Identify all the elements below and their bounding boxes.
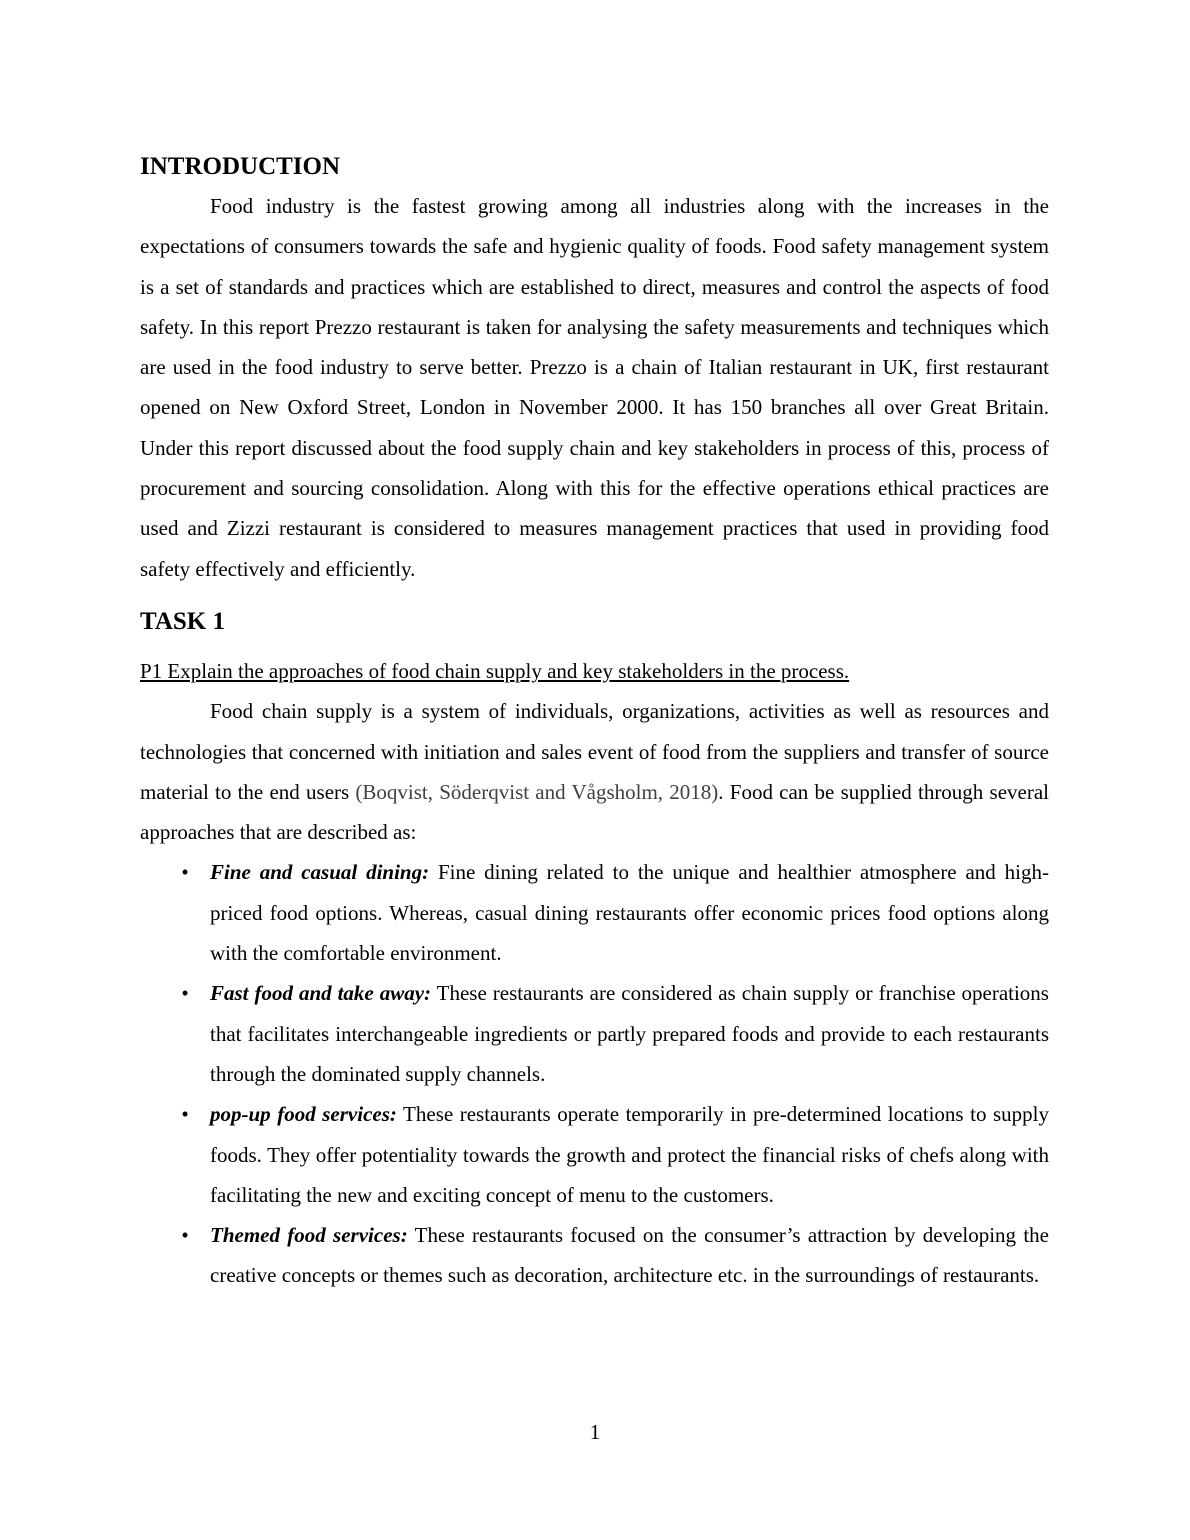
- spacer: [140, 641, 1049, 651]
- list-item-term: Fine and casual dining:: [210, 860, 430, 885]
- list-item-text: These restaurants are considered as chain supply or franchise operations that facilitates interchangeable ingredients or partly prepared foods and provide to each restaurants through the dominated supply channels.: [210, 981, 1049, 1086]
- list-item: [140, 852, 1049, 973]
- list-item: [140, 1094, 1049, 1215]
- task-1-paragraph: [140, 691, 1049, 852]
- paragraph-text: . Food can be supplied through several approaches that are described as:: [140, 779, 1050, 845]
- list-item-term: pop-up food services:: [210, 1102, 397, 1127]
- list-item: [140, 1215, 1049, 1296]
- page-number: 1: [589, 1420, 601, 1444]
- bullet-icon: •: [181, 1102, 189, 1127]
- paragraph-text: Food chain supply is a system of individuals, organizations, activities as well as resources and technologies that concerned with initiation and sales event of food from the suppliers and transfer of source material to the end users: [140, 699, 1049, 804]
- citation: (Boqvist, Söderqvist and Vågsholm, 2018): [355, 779, 719, 804]
- bullet-icon: •: [181, 1223, 189, 1248]
- approaches-list: [140, 852, 1049, 1295]
- list-item-term: Fast food and take away:: [210, 981, 432, 1006]
- page-content: [140, 148, 1049, 1296]
- bullet-icon: •: [181, 981, 189, 1006]
- bullet-icon: •: [181, 860, 189, 885]
- task-1-heading: TASK 1: [140, 607, 225, 635]
- list-item: [140, 973, 1049, 1094]
- list-item-text: Fine dining related to the unique and healthier atmosphere and high-priced food options. Whereas, casual dining restaurants offer economic prices food options along with the comfortable environment.: [210, 860, 1049, 966]
- list-item-term: Themed food services:: [210, 1223, 408, 1248]
- list-item-text: These restaurants focused on the consumer’s attraction by developing the creative concepts or themes such as decoration, architecture etc. in the surroundings of restaurants.: [210, 1223, 1050, 1288]
- spacer: [140, 589, 1049, 603]
- introduction-paragraph: Food industry is the fastest growing among all industries along with the increases in the expectations of consumers towards the safe and hygienic quality of foods. Food safety management system is a set of standards and practices which are established to direct, measures and control the aspects of food safety. In this report Prezzo restaurant is taken for analysing the safety measurements and techniques which are used in the food industry to serve better. Prezzo is a chain of Italian restaurant in UK, first restaurant opened on New Oxford Street, London in November 2000. It has 150 branches all over Great Britain. Under this report discussed about the food supply chain and key stakeholders in process of this, process of procurement and sourcing consolidation. Along with this for the effective operations ethical practices are used and Zizzi restaurant is considered to measures management practices that used in providing food safety effectively and efficiently.: [140, 194, 1049, 581]
- introduction-heading: INTRODUCTION: [140, 153, 341, 180]
- p1-subheading: P1 Explain the approaches of food chain supply and key stakeholders in the process.: [140, 658, 850, 683]
- list-item-text: These restaurants operate temporarily in pre-determined locations to supply foods. They offer potentiality towards the growth and protect the financial risks of chefs along with facilitating the new and exciting concept of menu to the customers.: [210, 1102, 1050, 1207]
